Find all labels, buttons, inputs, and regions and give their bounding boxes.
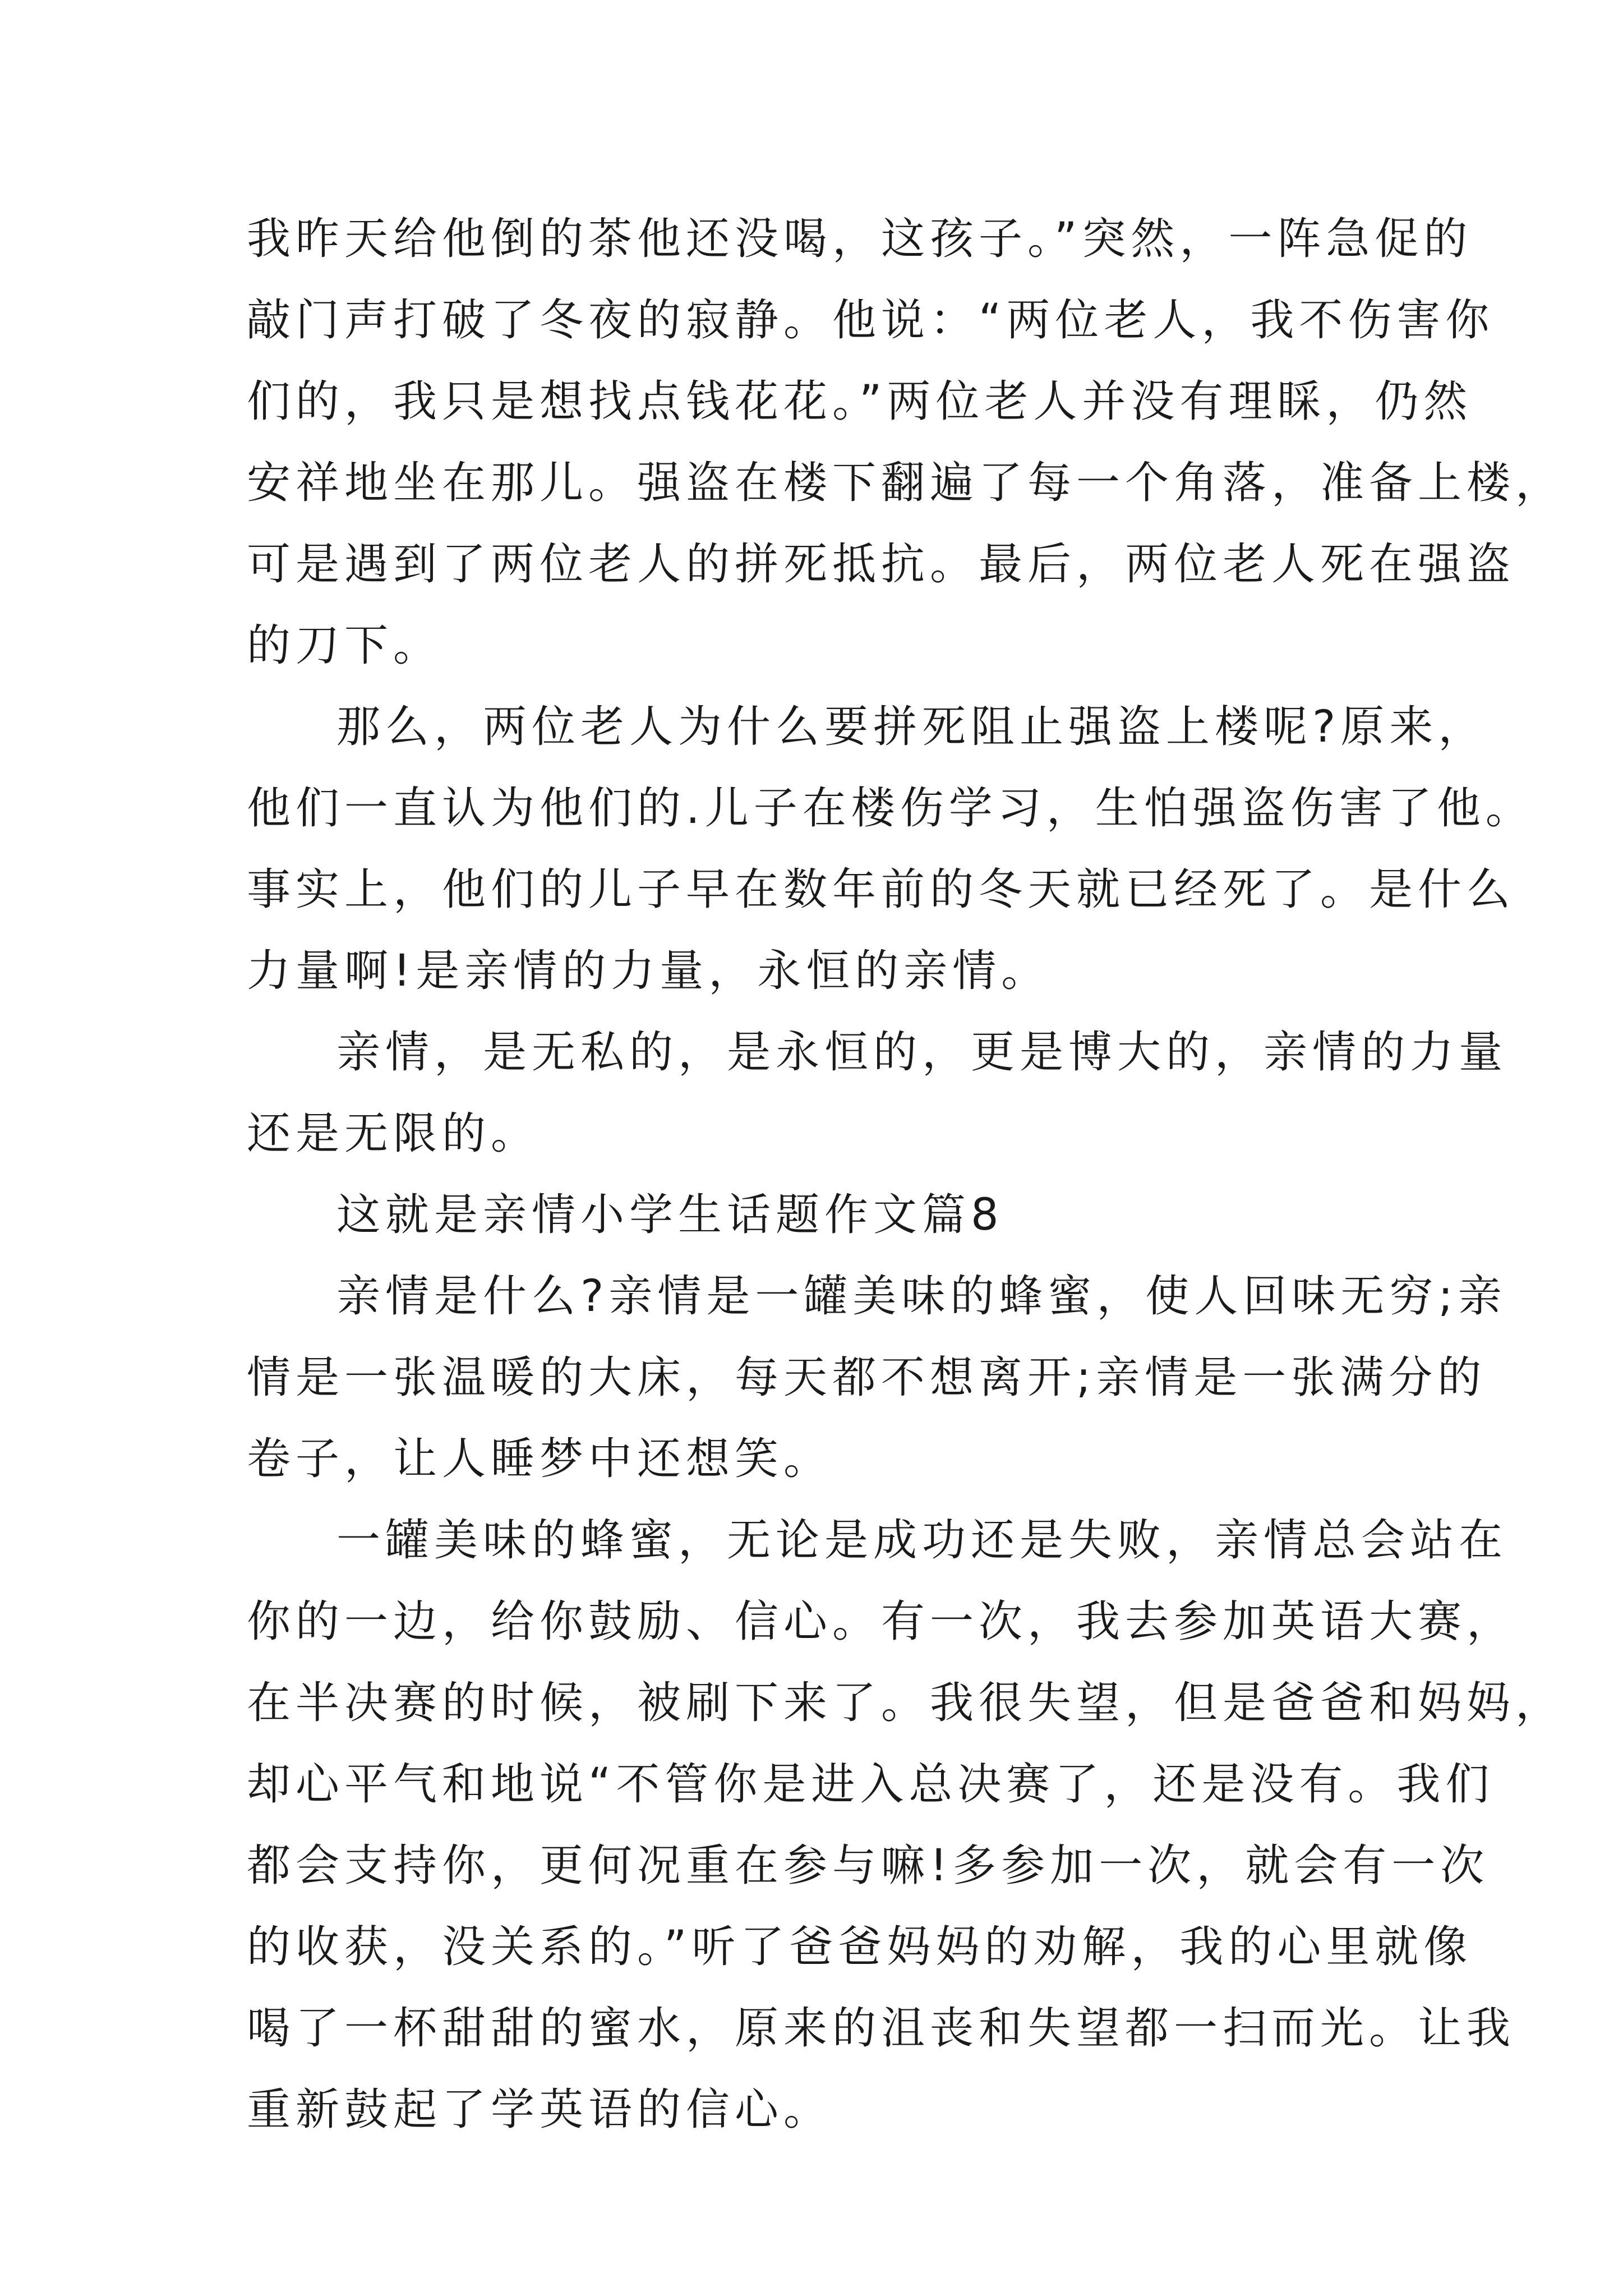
paragraph-4-line-1: 亲情是什么?亲情是一罐美味的蜂蜜，使人回味无穷;亲 <box>336 1271 1507 1322</box>
paragraph-1-line-2: 敲门声打破了冬夜的寂静。他说：“两位老人，我不伤害你 <box>247 295 1495 346</box>
paragraph-1-line-4: 安祥地坐在那儿。强盗在楼下翻遍了每一个角落，准备上楼， <box>247 458 1565 508</box>
paragraph-5-line-8: 重新鼓起了学英语的信心。 <box>247 2085 833 2135</box>
paragraph-2-line-4: 力量啊!是亲情的力量，永恒的亲情。 <box>247 946 1050 996</box>
paragraph-4-line-2: 情是一张温暖的大床，每天都不想离开;亲情是一张满分的 <box>247 1352 1487 1403</box>
paragraph-1-line-5: 可是遇到了两位老人的拼死抵抗。最后，两位老人死在强盗 <box>247 539 1516 590</box>
section-heading: 这就是亲情小学生话题作文篇8 <box>336 1190 1004 1240</box>
paragraph-5-line-2: 你的一边，给你鼓励、信心。有一次，我去参加英语大赛， <box>247 1596 1516 1647</box>
paragraph-2-line-2: 他们一直认为他们的.儿子在楼伤学习，生怕强盗伤害了他。 <box>247 783 1534 834</box>
paragraph-3-line-2: 还是无限的。 <box>247 1108 540 1159</box>
paragraph-1-line-6: 的刀下。 <box>247 620 442 671</box>
paragraph-5-line-6: 的收获，没关系的。”听了爸爸妈妈的劝解，我的心里就像 <box>247 1922 1473 1972</box>
paragraph-2-line-3: 事实上，他们的儿子早在数年前的冬天就已经死了。是什么 <box>247 864 1516 915</box>
paragraph-5-line-3: 在半决赛的时候，被刷下来了。我很失望，但是爸爸和妈妈， <box>247 1678 1565 1728</box>
paragraph-1-line-3: 们的，我只是想找点钱花花。”两位老人并没有理睬，仍然 <box>247 376 1473 427</box>
paragraph-1-line-1: 我昨天给他倒的茶他还没喝，这孩子。”突然，一阵急促的 <box>247 214 1473 264</box>
paragraph-4-line-3: 卷子，让人睡梦中还想笑。 <box>247 1434 833 1484</box>
paragraph-5-line-7: 喝了一杯甜甜的蜜水，原来的沮丧和失望都一扫而光。让我 <box>247 2003 1516 2054</box>
paragraph-5-line-5: 都会支持你，更何况重在参与嘛!多参加一次，就会有一次 <box>247 1841 1490 1891</box>
paragraph-5-line-4: 却心平气和地说“不管你是进入总决赛了，还是没有。我们 <box>247 1759 1495 1810</box>
paragraph-5-line-1: 一罐美味的蜂蜜，无论是成功还是失败，亲情总会站在 <box>336 1515 1508 1566</box>
paragraph-3-line-1: 亲情，是无私的，是永恒的，更是博大的，亲情的力量 <box>336 1027 1508 1078</box>
paragraph-2-line-1: 那么，两位老人为什么要拼死阻止强盗上楼呢?原来， <box>336 702 1487 752</box>
